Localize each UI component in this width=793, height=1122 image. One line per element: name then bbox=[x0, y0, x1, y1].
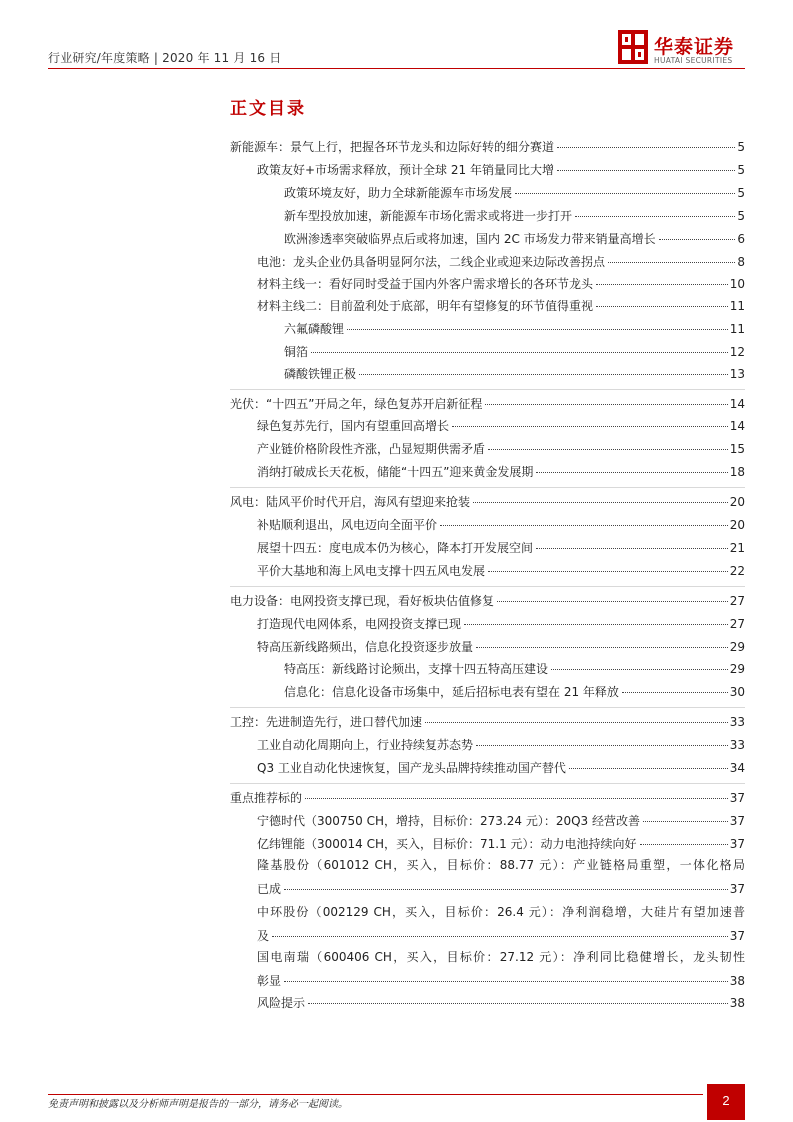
toc-entry-page: 20 bbox=[729, 518, 745, 532]
toc-entry[interactable] bbox=[284, 345, 745, 360]
toc-entry[interactable] bbox=[257, 761, 745, 776]
toc-entry-title: 绿色复苏先行，国内有望重回高增长 bbox=[257, 419, 450, 433]
toc-entry[interactable] bbox=[257, 541, 745, 556]
toc-entry-page: 37 bbox=[729, 837, 745, 851]
toc-entry-title: 政策友好+市场需求释放，预计全球 21 年销量同比大增 bbox=[257, 163, 554, 177]
toc-entry-page: 18 bbox=[729, 465, 745, 479]
toc-entry-title: 产业链价格阶段性齐涨，凸显短期供需矛盾 bbox=[257, 442, 486, 456]
dot-leader bbox=[575, 216, 735, 217]
toc-entry[interactable] bbox=[284, 367, 745, 382]
toc-entry-title: 打造现代电网体系，电网投资支撑已现 bbox=[257, 617, 462, 631]
toc-entry-title-continued: 彰显 bbox=[257, 974, 282, 988]
dot-leader bbox=[596, 284, 728, 285]
toc-entry[interactable] bbox=[257, 465, 745, 480]
toc-entry-title: 信息化：信息化设备市场集中，延后招标电表有望在 21 年释放 bbox=[284, 685, 619, 699]
toc-entry-title: 国电南瑞（600406 CH，买入，目标价：27.12 元）：净利同比稳健增长，龙头韧性 bbox=[257, 950, 745, 964]
dot-leader bbox=[305, 798, 728, 799]
toc-entry[interactable] bbox=[257, 617, 745, 632]
toc-entry[interactable] bbox=[257, 163, 745, 178]
toc-entry[interactable] bbox=[257, 564, 745, 579]
toc-entry-title: 重点推荐标的 bbox=[230, 791, 303, 805]
toc-entry[interactable] bbox=[257, 518, 745, 533]
huatai-logo bbox=[618, 30, 748, 66]
toc-entry[interactable] bbox=[257, 299, 745, 314]
toc-entry-page: 38 bbox=[729, 974, 745, 988]
dot-leader bbox=[476, 745, 728, 746]
toc-entry[interactable] bbox=[284, 662, 745, 677]
toc-entry[interactable] bbox=[230, 791, 745, 806]
dot-leader bbox=[425, 722, 728, 723]
dot-leader bbox=[359, 374, 728, 375]
toc-entry[interactable] bbox=[257, 640, 745, 655]
toc-entry[interactable] bbox=[230, 715, 745, 730]
footer-disclaimer: 免责声明和披露以及分析师声明是报告的一部分，请务必一起阅读。 bbox=[48, 1099, 348, 1110]
toc-entry[interactable] bbox=[230, 594, 745, 609]
toc-entry-page: 5 bbox=[737, 209, 745, 223]
toc-entry-title: 磷酸铁锂正极 bbox=[284, 367, 357, 381]
dot-leader bbox=[440, 525, 728, 526]
section-divider bbox=[230, 783, 745, 784]
toc-entry[interactable] bbox=[284, 322, 745, 337]
toc-entry-title: 亿纬锂能（300014 CH，买入，目标价：71.1 元）：动力电池持续向好 bbox=[257, 837, 637, 851]
toc-entry-title: 新能源车：景气上行，把握各环节龙头和边际好转的细分赛道 bbox=[230, 140, 555, 154]
dot-leader bbox=[488, 571, 728, 572]
toc-entry-title: 补贴顺利退出，风电迈向全面平价 bbox=[257, 518, 438, 532]
toc-entry-page: 21 bbox=[729, 541, 745, 555]
toc-entry-title: 材料主线二：目前盈利处于底部，明年有望修复的环节值得重视 bbox=[257, 299, 594, 313]
toc-entry-title: 隆基股份（601012 CH，买入，目标价：88.77 元）：产业链格局重塑，一体化格局 bbox=[257, 858, 745, 872]
toc-entry-title: 特高压新线路频出，信息化投资逐步放量 bbox=[257, 640, 474, 654]
toc-entry-page: 10 bbox=[729, 277, 745, 291]
toc-entry-page: 27 bbox=[729, 594, 745, 608]
toc-entry-title: 新车型投放加速，新能源车市场化需求或将进一步打开 bbox=[284, 209, 573, 223]
dot-leader bbox=[497, 601, 728, 602]
toc-entry-page: 20 bbox=[729, 495, 745, 509]
toc-entry-title: 宁德时代（300750 CH，增持，目标价：273.24 元）：20Q3 经营改善 bbox=[257, 814, 640, 828]
toc-entry-page: 13 bbox=[729, 367, 745, 381]
toc-entry[interactable] bbox=[257, 853, 745, 901]
toc-entry-title-continued: 已成 bbox=[257, 882, 282, 896]
toc-entry-page: 33 bbox=[729, 715, 745, 729]
toc-entry-title: 工业自动化周期向上，行业持续复苏态势 bbox=[257, 738, 474, 752]
toc-entry-page: 37 bbox=[729, 882, 745, 896]
dot-leader bbox=[476, 647, 728, 648]
toc-entry[interactable] bbox=[257, 900, 745, 948]
dot-leader bbox=[284, 889, 728, 890]
page-number-box bbox=[707, 1084, 745, 1120]
toc-entry-page: 29 bbox=[729, 640, 745, 654]
toc-entry-title-continued: 及 bbox=[257, 929, 270, 943]
toc-entry[interactable] bbox=[284, 232, 745, 247]
dot-leader bbox=[536, 472, 727, 473]
header-divider bbox=[48, 68, 745, 69]
dot-leader bbox=[608, 262, 735, 263]
toc-entry-page: 12 bbox=[729, 345, 745, 359]
toc-entry-page: 5 bbox=[737, 186, 745, 200]
dot-leader bbox=[557, 170, 735, 171]
toc-entry-page: 29 bbox=[729, 662, 745, 676]
dot-leader bbox=[272, 936, 728, 937]
toc-entry[interactable] bbox=[257, 945, 745, 993]
toc-entry-page: 34 bbox=[729, 761, 745, 775]
toc-entry-title: 六氟磷酸锂 bbox=[284, 322, 345, 336]
toc-entry-title: 消纳打破成长天花板，储能“十四五”迎来黄金发展期 bbox=[257, 465, 534, 479]
toc-entry-title: 中环股份（002129 CH，买入，目标价：26.4 元）：净利润稳增，大硅片有望加速普 bbox=[257, 905, 745, 919]
toc-entry[interactable] bbox=[230, 140, 745, 155]
toc-entry[interactable] bbox=[257, 996, 745, 1011]
toc-entry[interactable] bbox=[284, 685, 745, 700]
section-divider bbox=[230, 487, 745, 488]
dot-leader bbox=[557, 147, 735, 148]
dot-leader bbox=[485, 404, 727, 405]
toc-entry[interactable] bbox=[230, 397, 745, 412]
toc-entry-page: 30 bbox=[729, 685, 745, 699]
toc-entry[interactable] bbox=[284, 209, 745, 224]
toc-entry[interactable] bbox=[257, 255, 745, 270]
toc-entry-title: 材料主线一：看好同时受益于国内外客户需求增长的各环节龙头 bbox=[257, 277, 594, 291]
section-divider bbox=[230, 707, 745, 708]
dot-leader bbox=[596, 306, 728, 307]
toc-entry[interactable] bbox=[257, 814, 745, 829]
dot-leader bbox=[284, 981, 728, 982]
toc-entry-title: 平价大基地和海上风电支撑十四五风电发展 bbox=[257, 564, 486, 578]
dot-leader bbox=[640, 844, 728, 845]
toc-entry[interactable] bbox=[230, 495, 745, 510]
dot-leader bbox=[452, 426, 728, 427]
toc-entry-page: 14 bbox=[729, 397, 745, 411]
toc-entry[interactable] bbox=[257, 738, 745, 753]
logo-name-cn: 华泰证券 bbox=[654, 36, 735, 58]
dot-leader bbox=[347, 329, 728, 330]
dot-leader bbox=[311, 352, 728, 353]
toc-entry-title: 电力设备：电网投资支撑已现，看好板块估值修复 bbox=[230, 594, 495, 608]
toc-entry-page: 33 bbox=[729, 738, 745, 752]
toc-entry-title: 光伏：“十四五”开局之年，绿色复苏开启新征程 bbox=[230, 397, 483, 411]
toc-entry-page: 6 bbox=[737, 232, 745, 246]
page-number: 2 bbox=[722, 1093, 730, 1108]
toc-entry-page: 14 bbox=[729, 419, 745, 433]
toc-entry[interactable] bbox=[284, 186, 745, 201]
dot-leader bbox=[551, 669, 728, 670]
toc-entry-page: 8 bbox=[737, 255, 745, 269]
toc-entry-page: 5 bbox=[737, 140, 745, 154]
toc-entry-page: 37 bbox=[729, 929, 745, 943]
toc-entry-title: 政策环境友好，助力全球新能源车市场发展 bbox=[284, 186, 513, 200]
toc-entry-page: 5 bbox=[737, 163, 745, 177]
toc-entry-title: 风险提示 bbox=[257, 996, 306, 1010]
toc-entry-page: 38 bbox=[729, 996, 745, 1010]
huatai-logo-icon bbox=[618, 30, 648, 64]
section-divider bbox=[230, 586, 745, 587]
toc-entry-page: 37 bbox=[729, 814, 745, 828]
toc-entry-title: 铜箔 bbox=[284, 345, 309, 359]
dot-leader bbox=[569, 768, 728, 769]
toc-entry[interactable] bbox=[257, 442, 745, 457]
toc-entry[interactable] bbox=[257, 277, 745, 292]
toc-entry-page: 37 bbox=[729, 791, 745, 805]
toc-entry[interactable] bbox=[257, 419, 745, 434]
toc-entry[interactable] bbox=[257, 837, 745, 852]
toc-entry-title: Q3 工业自动化快速恢复，国产龙头品牌持续推动国产替代 bbox=[257, 761, 566, 775]
toc-entry-page: 11 bbox=[729, 299, 745, 313]
toc-title: 正文目录 bbox=[230, 99, 306, 119]
toc-entry-title: 特高压：新线路讨论频出，支撑十四五特高压建设 bbox=[284, 662, 549, 676]
toc-entry-page: 22 bbox=[729, 564, 745, 578]
dot-leader bbox=[659, 239, 736, 240]
toc-entry-title: 风电：陆风平价时代开启，海风有望迎来抢装 bbox=[230, 495, 471, 509]
report-breadcrumb: 行业研究/年度策略 | 2020 年 11 月 16 日 bbox=[48, 51, 282, 65]
toc-entry-title: 电池：龙头企业仍具备明显阿尔法，二线企业或迎来边际改善拐点 bbox=[257, 255, 606, 269]
toc-entry-title: 欧洲渗透率突破临界点后或将加速，国内 2C 市场发力带来销量高增长 bbox=[284, 232, 656, 246]
dot-leader bbox=[622, 692, 728, 693]
dot-leader bbox=[464, 624, 728, 625]
dot-leader bbox=[515, 193, 735, 194]
dot-leader bbox=[308, 1003, 728, 1004]
dot-leader bbox=[643, 821, 728, 822]
toc-entry-page: 27 bbox=[729, 617, 745, 631]
toc-entry-title: 展望十四五：度电成本仍为核心，降本打开发展空间 bbox=[257, 541, 534, 555]
toc-entry-page: 11 bbox=[729, 322, 745, 336]
dot-leader bbox=[473, 502, 728, 503]
section-divider bbox=[230, 389, 745, 390]
dot-leader bbox=[488, 449, 728, 450]
dot-leader bbox=[536, 548, 728, 549]
logo-name-en: HUATAI SECURITIES bbox=[654, 56, 733, 65]
toc-entry-title: 工控：先进制造先行，进口替代加速 bbox=[230, 715, 423, 729]
toc-entry-page: 15 bbox=[729, 442, 745, 456]
